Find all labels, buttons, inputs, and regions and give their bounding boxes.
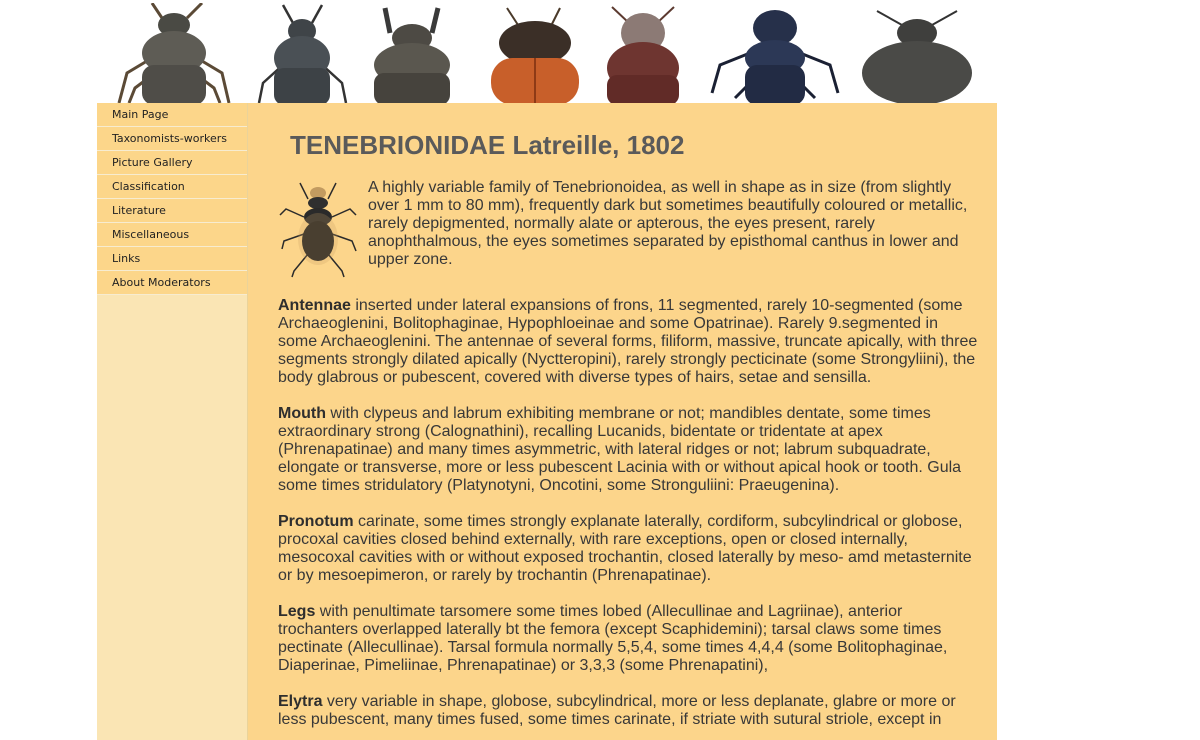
section-term: Antennae [278, 297, 351, 314]
beetle-banner-image-2 [255, 3, 350, 103]
sidebar-item-links[interactable]: Links [97, 247, 247, 271]
section-text: very variable in shape, globose, subcylindrical, more or less deplanate, glabre or more or less pubescent, many times fused, some times carinate, if striate with sutural striole, except in [278, 693, 956, 728]
sidebar-item-literature[interactable]: Literature [97, 199, 247, 223]
sidebar-item-miscellaneous[interactable]: Miscellaneous [97, 223, 247, 247]
main-content [248, 103, 997, 740]
section-legs [278, 603, 978, 675]
intro-block [278, 179, 978, 279]
sidebar [97, 103, 248, 740]
sidebar-item-taxonomists-workers[interactable]: Taxonomists-workers [97, 127, 247, 151]
section-text: inserted under lateral expansions of frons, 11 segmented, rarely 10-segmented (some Archaeoglenini, Bolitophaginae, Hypophloeinae and some Opatrinae). Rarely 9.segmented in some Archaeoglenini. The antennae of several forms, filiform, massive, truncate apically, with three segments strongly dilated apically (Nyctteropini), rarely strongly pecticinate (some Strongyliini), the body glabrous or pubescent, covered with diverse types of hairs, setae and sensilla. [278, 297, 978, 386]
intro-paragraph: A highly variable family of Tenebrionoidea, as well in shape as in size (from slightly over 1 mm to 80 mm), frequently dark but sometimes beautifully coloured or metallic, rarely depigmented, normally alate or apterous, the eyes present, rarely anophthalmous, the eyes sometimes separated by episthomal canthus in lower and upper zone. [368, 179, 968, 268]
beetle-illustration [278, 179, 358, 279]
sidebar-item-classification[interactable]: Classification [97, 175, 247, 199]
beetle-banner-image-5 [594, 3, 692, 103]
section-text: with clypeus and labrum exhibiting membrane or not; mandibles dentate, some times extraordinary strong (Calognathini), recalling Lucanids, bidentate or tridentate at apex (Phrenapatinae) and many times asymmetric, with lateral ridges or not; labrum subquadrate, elongate or transverse, more or less pubescent Lacinia with or without apical hook or tooth. Gula some times stridulatory (Platynotyni, Oncotini, some Stronguliini: Praeugenina). [278, 405, 962, 494]
header-banner [97, 0, 997, 103]
page-title: TENEBRIONIDAE Latreille, 1802 [290, 130, 685, 160]
sidebar-nav [97, 103, 247, 295]
section-term: Pronotum [278, 513, 354, 530]
beetle-banner-image-4 [485, 3, 585, 103]
section-mouth [278, 405, 978, 495]
section-antennae [278, 297, 978, 387]
beetle-banner-image-3 [360, 3, 465, 103]
section-pronotum [278, 513, 978, 585]
beetle-banner-image-6 [710, 3, 840, 103]
section-term: Legs [278, 603, 316, 620]
sidebar-item-about-moderators[interactable]: About Moderators [97, 271, 247, 295]
beetle-banner-image-1 [107, 3, 242, 103]
section-text: carinate, some times strongly explanate laterally, cordiform, subcylindrical or globose, procoxal cavities closed behind externally, with rare exceptions, open or closed internally, mesocoxal cavities with or without exposed trochantin, closed laterally by meso- amd metasternite or by mesoepimeron, or rarely by trochantin (Phrenapatinae). [278, 513, 972, 584]
article-body [278, 179, 978, 729]
sidebar-item-picture-gallery[interactable]: Picture Gallery [97, 151, 247, 175]
sidebar-item-main-page[interactable]: Main Page [97, 103, 247, 127]
section-text: with penultimate tarsomere some times lobed (Allecullinae and Lagriinae), anterior trochanters overlapped laterally bt the femora (except Scaphidemini); tarsal claws some times pectinate (Allecullinae). Tarsal formula normally 5,5,4, some times 4,4,4 (some Bolitophaginae, Diaperinae, Pimeliinae, Phrenapatinae) or 3,3,3 (some Phrenapatini), [278, 603, 948, 674]
section-term: Elytra [278, 693, 323, 710]
beetle-banner-image-7 [857, 3, 977, 103]
section-term: Mouth [278, 405, 326, 422]
section-elytra [278, 693, 978, 729]
